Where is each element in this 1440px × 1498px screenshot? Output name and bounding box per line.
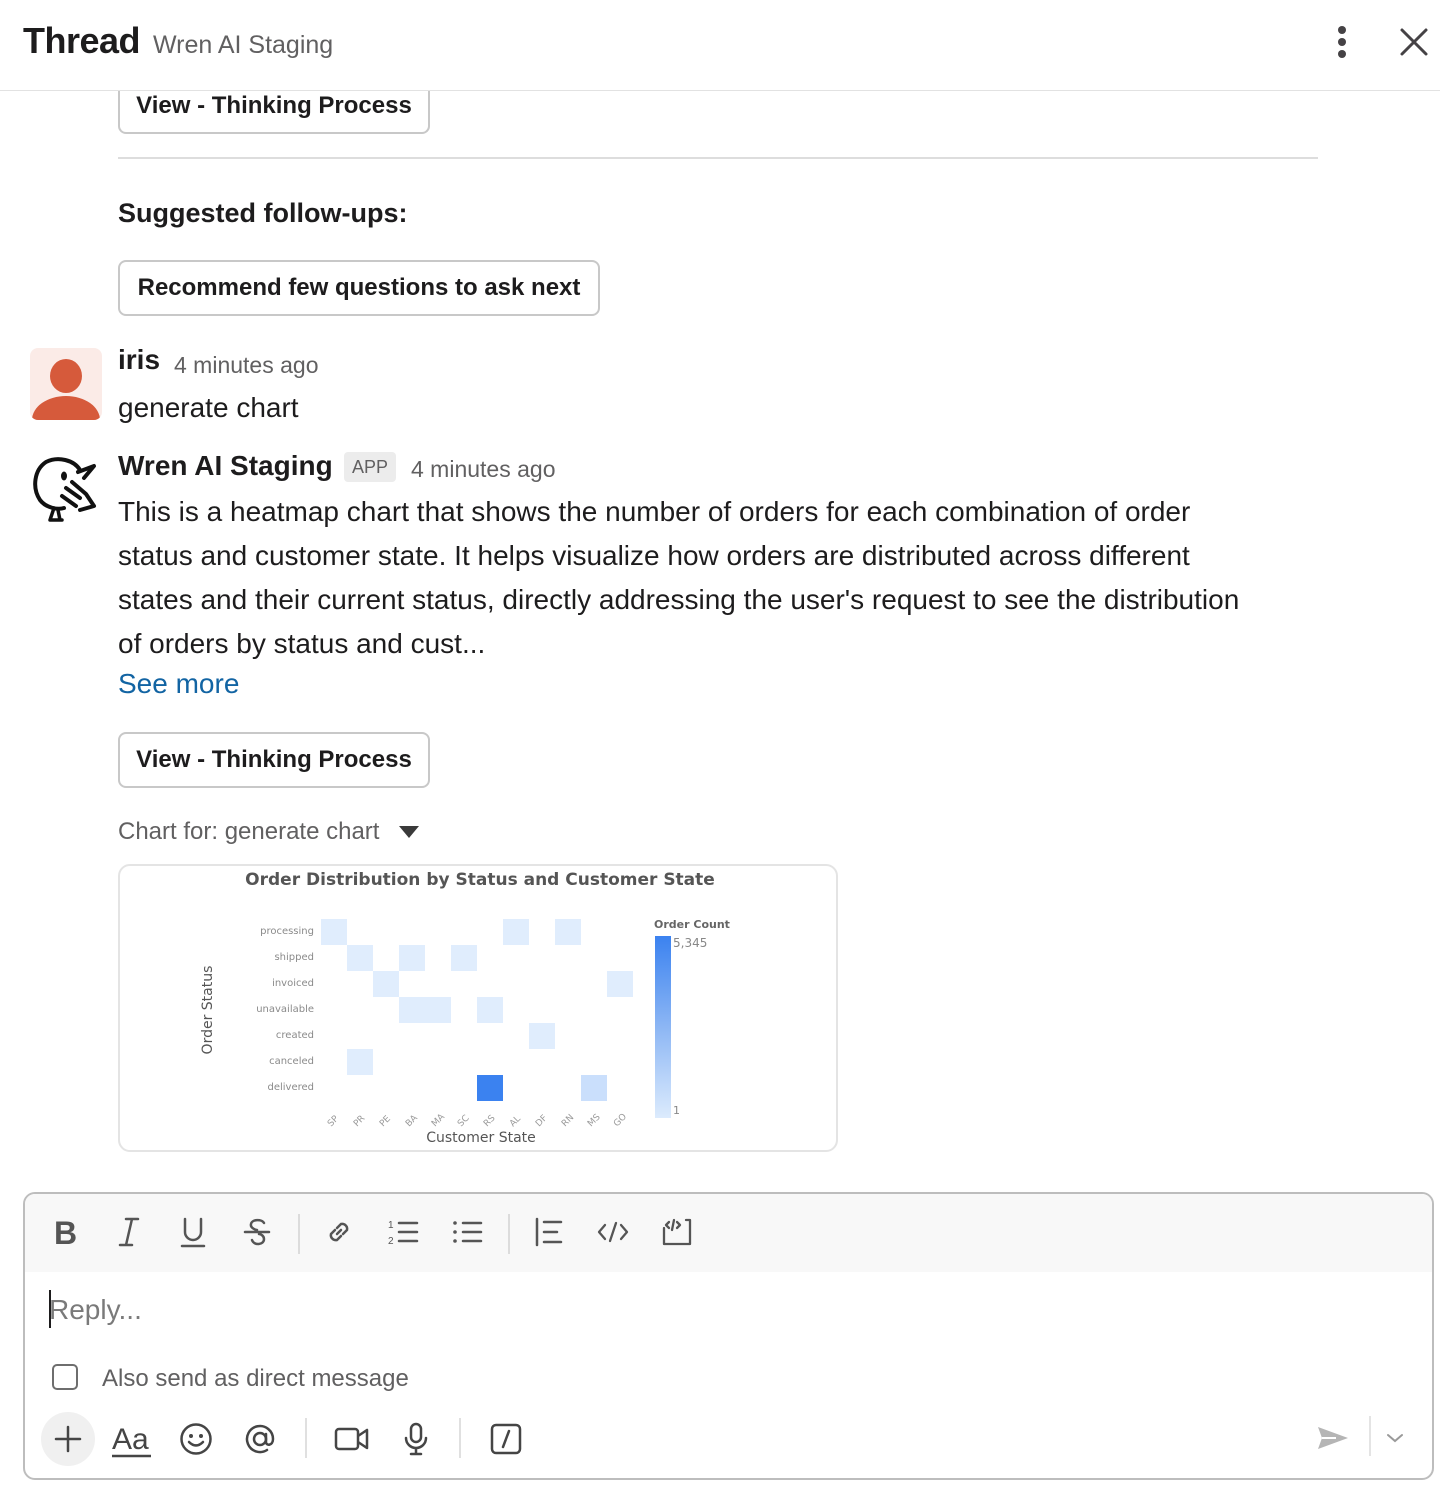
toolbar-separator bbox=[459, 1418, 461, 1458]
ordered-list-button[interactable] bbox=[383, 1212, 423, 1252]
app-badge: APP bbox=[344, 452, 396, 482]
heatmap-cell bbox=[477, 1075, 503, 1101]
message-author[interactable]: iris bbox=[118, 344, 161, 375]
text-format-icon bbox=[110, 1419, 154, 1459]
y-tick-label: created bbox=[275, 1030, 314, 1041]
heatmap-cell bbox=[373, 971, 399, 997]
bold-button[interactable] bbox=[45, 1212, 85, 1252]
y-tick-label: delivered bbox=[267, 1082, 314, 1093]
underline-icon bbox=[178, 1216, 208, 1248]
ordered-list-icon bbox=[387, 1216, 419, 1248]
heatmap-cell bbox=[425, 997, 451, 1023]
close-thread-button[interactable] bbox=[1396, 24, 1432, 60]
x-tick-label: MS bbox=[586, 1112, 603, 1130]
heatmap-cell bbox=[581, 1075, 607, 1101]
italic-icon bbox=[114, 1216, 144, 1248]
bold-icon bbox=[50, 1216, 80, 1248]
suggested-followups-label: Suggested follow-ups: bbox=[118, 198, 408, 228]
svg-text:Aa: Aa bbox=[112, 1423, 149, 1456]
x-tick-label: RN bbox=[560, 1112, 577, 1130]
formatting-toggle-button[interactable] bbox=[105, 1412, 159, 1466]
x-tick-label: GO bbox=[612, 1112, 630, 1130]
attach-button[interactable] bbox=[41, 1412, 95, 1466]
message-line: This is a heatmap chart that shows the number of orders for each combination of order bbox=[118, 496, 1191, 527]
shortcuts-button[interactable] bbox=[479, 1412, 533, 1466]
y-tick-label: invoiced bbox=[272, 978, 314, 989]
x-tick-label: SP bbox=[326, 1114, 341, 1130]
x-tick-label: BA bbox=[404, 1113, 420, 1130]
link-icon bbox=[323, 1216, 355, 1248]
legend-max-label: 5,345 bbox=[673, 936, 708, 950]
also-send-dm-label[interactable]: Also send as direct message bbox=[102, 1365, 409, 1392]
send-button[interactable] bbox=[1315, 1420, 1351, 1456]
message-line: status and customer state. It helps visualize how orders are distributed across different bbox=[118, 540, 1190, 571]
underline-button[interactable] bbox=[173, 1212, 213, 1252]
chart-attachment-toggle[interactable] bbox=[118, 818, 419, 846]
close-icon bbox=[1396, 24, 1432, 60]
svg-text:2: 2 bbox=[388, 1236, 394, 1247]
strikethrough-button[interactable] bbox=[237, 1212, 277, 1252]
message-text bbox=[118, 490, 1239, 666]
heatmap-cell bbox=[503, 919, 529, 945]
microphone-icon bbox=[401, 1422, 431, 1456]
message-line: states and their current status, directly addressing the user's request to see the distribution bbox=[118, 584, 1240, 615]
x-tick-label: MA bbox=[430, 1112, 447, 1130]
send-icon bbox=[1316, 1423, 1350, 1453]
code-button[interactable] bbox=[593, 1212, 633, 1252]
y-axis-title: Order Status bbox=[200, 965, 216, 1055]
message-text: generate chart bbox=[118, 392, 299, 423]
y-tick-label: processing bbox=[260, 926, 314, 937]
message-author[interactable]: Wren AI Staging bbox=[118, 450, 333, 481]
button-label: Recommend few questions to ask next bbox=[137, 274, 581, 301]
y-tick-label: unavailable bbox=[256, 1004, 314, 1015]
wren-bird-logo-icon bbox=[28, 448, 104, 524]
message-line: of orders by status and cust... bbox=[118, 628, 486, 659]
x-tick-label: SC bbox=[456, 1113, 472, 1130]
y-tick-label: shipped bbox=[274, 952, 314, 963]
legend-title: Order Count bbox=[654, 918, 730, 931]
x-tick-label: DF bbox=[534, 1113, 550, 1130]
svg-text:B: B bbox=[54, 1216, 78, 1248]
slash-command-icon bbox=[489, 1422, 523, 1456]
text-caret bbox=[49, 1290, 51, 1328]
emoji-button[interactable] bbox=[169, 1412, 223, 1466]
send-options-button[interactable] bbox=[1381, 1424, 1409, 1452]
x-tick-label: PR bbox=[352, 1113, 368, 1130]
chart-image[interactable] bbox=[118, 864, 838, 1152]
heatmap-cell bbox=[347, 945, 373, 971]
also-send-dm-checkbox[interactable] bbox=[52, 1364, 78, 1390]
chevron-down-icon bbox=[1385, 1431, 1405, 1445]
send-separator bbox=[1369, 1416, 1371, 1456]
reply-composer bbox=[23, 1192, 1434, 1480]
emoji-icon bbox=[179, 1422, 213, 1456]
x-tick-label: PE bbox=[378, 1114, 393, 1130]
message-timestamp[interactable]: 4 minutes ago bbox=[411, 456, 556, 482]
italic-button[interactable] bbox=[109, 1212, 149, 1252]
heatmap-cell bbox=[555, 919, 581, 945]
at-mention-icon bbox=[243, 1422, 277, 1456]
thread-header bbox=[0, 0, 1440, 91]
avatar-iris[interactable] bbox=[30, 348, 102, 420]
x-tick-label: RS bbox=[482, 1113, 498, 1130]
bulleted-list-icon bbox=[451, 1216, 483, 1248]
plus-icon bbox=[53, 1424, 83, 1454]
color-scale-bar bbox=[655, 936, 671, 1118]
view-thinking-process-button[interactable] bbox=[118, 732, 430, 788]
user-avatar-icon bbox=[30, 348, 102, 420]
message-timestamp[interactable]: 4 minutes ago bbox=[174, 352, 319, 378]
video-clip-button[interactable] bbox=[325, 1412, 379, 1466]
divider bbox=[118, 157, 1318, 159]
formatting-toolbar bbox=[25, 1194, 1432, 1272]
heatmap-cell bbox=[399, 997, 425, 1023]
svg-text:1: 1 bbox=[388, 1220, 394, 1231]
blockquote-button[interactable] bbox=[529, 1212, 569, 1252]
blockquote-icon bbox=[533, 1216, 565, 1248]
see-more-link[interactable]: See more bbox=[118, 668, 240, 699]
avatar-wren-ai[interactable] bbox=[28, 448, 104, 524]
bulleted-list-button[interactable] bbox=[447, 1212, 487, 1252]
link-button[interactable] bbox=[319, 1212, 359, 1252]
heatmap-cell bbox=[451, 945, 477, 971]
x-axis-title: Customer State bbox=[426, 1130, 536, 1146]
chart-for-label: Chart for: generate chart bbox=[118, 818, 380, 845]
heatmap-cell bbox=[529, 1023, 555, 1049]
vertical-ellipsis-icon-dot bbox=[1338, 38, 1346, 46]
button-label: View - Thinking Process bbox=[136, 92, 412, 119]
code-block-icon bbox=[660, 1216, 694, 1248]
audio-clip-button[interactable] bbox=[389, 1412, 443, 1466]
toolbar-separator bbox=[298, 1214, 300, 1254]
heatmap-cell bbox=[399, 945, 425, 971]
heatmap-cell bbox=[607, 971, 633, 997]
code-block-button[interactable] bbox=[657, 1212, 697, 1252]
vertical-ellipsis-icon-dot bbox=[1338, 50, 1346, 58]
chart-title: Order Distribution by Status and Customer State bbox=[245, 870, 715, 890]
channel-name: Wren AI Staging bbox=[153, 31, 334, 59]
heatmap-cell bbox=[321, 919, 347, 945]
video-camera-icon bbox=[334, 1424, 370, 1454]
code-icon bbox=[596, 1216, 630, 1248]
caret-down-icon bbox=[399, 826, 419, 838]
toolbar-separator bbox=[508, 1214, 510, 1254]
toolbar-separator bbox=[305, 1418, 307, 1458]
legend-min-label: 1 bbox=[673, 1104, 680, 1117]
y-tick-label: canceled bbox=[269, 1056, 314, 1067]
strikethrough-icon bbox=[242, 1216, 272, 1248]
button-label: View - Thinking Process bbox=[136, 746, 412, 773]
reply-input[interactable] bbox=[49, 1288, 1409, 1332]
heatmap-cell bbox=[477, 997, 503, 1023]
thread-title: Thread bbox=[23, 20, 141, 61]
followup-suggestion-button[interactable] bbox=[118, 260, 600, 316]
heatmap-cell bbox=[347, 1049, 373, 1075]
vertical-ellipsis-icon bbox=[1338, 26, 1346, 34]
x-tick-label: AL bbox=[508, 1114, 523, 1130]
mention-button[interactable] bbox=[233, 1412, 287, 1466]
more-options-button[interactable] bbox=[1326, 22, 1358, 62]
